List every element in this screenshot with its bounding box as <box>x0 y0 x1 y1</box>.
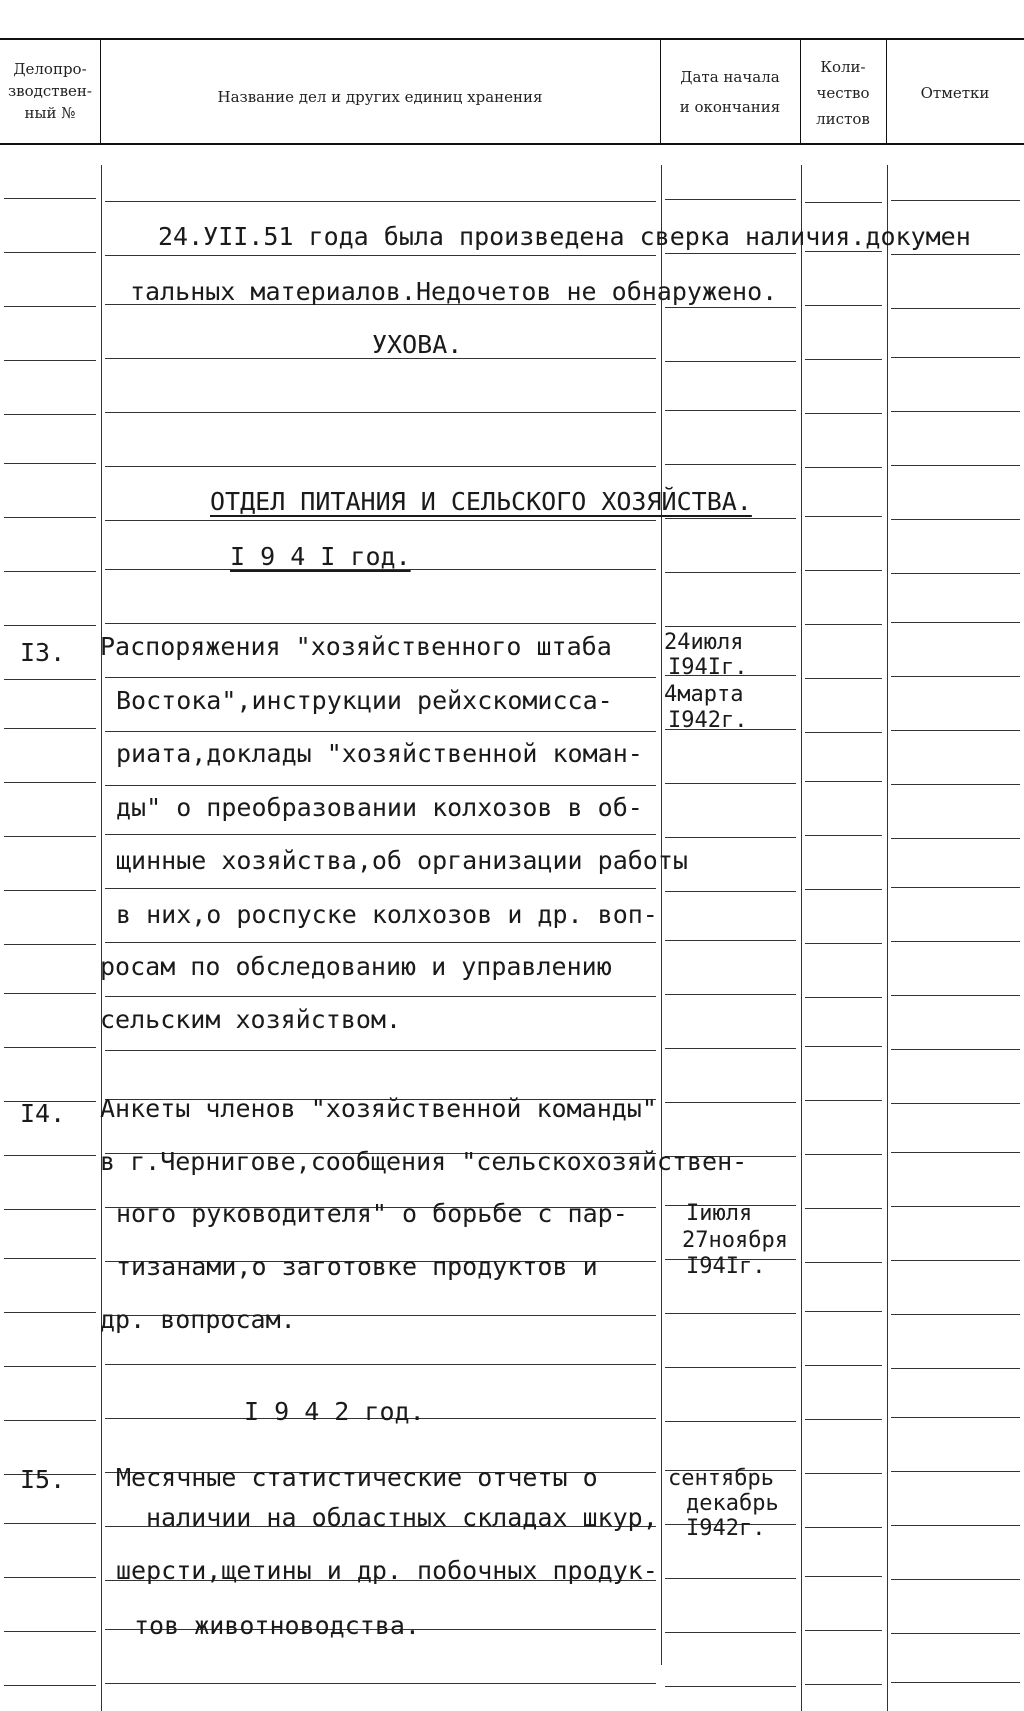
ruled-line <box>891 676 1020 677</box>
entry-line: тов животноводства. <box>134 1611 420 1640</box>
header-dates-line: и окончания <box>679 98 781 116</box>
ruled-line <box>665 891 796 892</box>
ruled-line <box>891 519 1020 520</box>
ruled-line <box>805 1208 882 1209</box>
ruled-line <box>891 465 1020 466</box>
ruled-line <box>4 1366 96 1367</box>
ruled-line <box>4 252 96 253</box>
ruled-line <box>4 890 96 891</box>
ruled-line <box>105 466 656 467</box>
ruled-line <box>805 624 882 625</box>
ruled-line <box>4 728 96 729</box>
entry-number: I4. <box>20 1099 66 1128</box>
ruled-line <box>4 1312 96 1313</box>
ruled-line <box>105 834 656 835</box>
ruled-line <box>4 463 96 464</box>
date-line: Iиюля <box>686 1201 753 1226</box>
ruled-line <box>805 781 882 782</box>
ruled-line <box>891 1579 1020 1580</box>
ruled-line <box>805 1684 882 1685</box>
ruled-line <box>665 783 796 784</box>
ruled-line <box>4 679 96 680</box>
ruled-line <box>665 1102 796 1103</box>
ruled-line <box>665 1421 796 1422</box>
ruled-line <box>4 414 96 415</box>
entry-line: Востока",инструкции рейхскомисса- <box>116 686 613 715</box>
ruled-line <box>805 732 882 733</box>
ruled-line <box>805 943 882 944</box>
ruled-line <box>105 1683 656 1684</box>
ruled-line <box>891 308 1020 309</box>
ruled-line <box>105 677 656 678</box>
entry-line: росам по обследованию и управлению <box>100 952 612 981</box>
ruled-line <box>665 253 796 254</box>
entry-line: ного руководителя" о борьбе с пар- <box>116 1199 628 1228</box>
ruled-line <box>891 254 1020 255</box>
ruled-line <box>105 731 656 732</box>
ruled-line <box>105 1050 656 1051</box>
ruled-line <box>805 1154 882 1155</box>
entry-line: в них,о роспуске колхозов и др. воп- <box>116 900 658 929</box>
ruled-line <box>665 1367 796 1368</box>
section-title: ОТДЕЛ ПИТАНИЯ И СЕЛЬСКОГО ХОЗЯЙСТВА. <box>210 487 752 516</box>
ruled-line <box>105 623 656 624</box>
column-divider <box>661 165 662 1665</box>
ruled-line <box>805 889 882 890</box>
ruled-line <box>665 1313 796 1314</box>
ruled-line <box>4 1047 96 1048</box>
ruled-line <box>891 1206 1020 1207</box>
ruled-line <box>805 1046 882 1047</box>
entry-line: в г.Чернигове,сообщения "сельскохозяйствен- <box>100 1147 748 1176</box>
ruled-line <box>891 1471 1020 1472</box>
ruled-line <box>805 202 882 203</box>
ruled-line <box>805 1630 882 1631</box>
header-sheets-line: чество <box>816 84 870 102</box>
ruled-line <box>4 1577 96 1578</box>
ruled-line <box>805 1527 882 1528</box>
ruled-line <box>891 941 1020 942</box>
ruled-line <box>805 1262 882 1263</box>
ruled-line <box>105 888 656 889</box>
ruled-line <box>105 785 656 786</box>
ruled-line <box>4 1209 96 1210</box>
header-dates-column <box>660 66 800 118</box>
entry-number: I5. <box>20 1465 66 1494</box>
ruled-line <box>4 625 96 626</box>
ruled-line <box>805 1419 882 1420</box>
header-sheets-column <box>800 56 886 130</box>
verification-note-line: тальных материалов.Недочетов не обнаружено. <box>130 277 778 306</box>
header-bottom-border <box>0 143 1024 145</box>
entry-line: Месячные статистические отчеты о <box>116 1463 598 1492</box>
ruled-line <box>805 305 882 306</box>
header-number-line: ный № <box>24 104 76 122</box>
ruled-line <box>805 1365 882 1366</box>
ruled-line <box>805 413 882 414</box>
ruled-line <box>665 464 796 465</box>
ruled-line <box>805 835 882 836</box>
column-divider <box>801 165 802 1711</box>
header-notes-column: Отметки <box>920 84 990 102</box>
ruled-line <box>4 1685 96 1686</box>
ruled-line <box>4 1631 96 1632</box>
ruled-line <box>665 994 796 995</box>
entry-line: Анкеты членов "хозяйственной команды" <box>100 1094 657 1123</box>
entry-line: риата,доклады "хозяйственной коман- <box>116 739 643 768</box>
ruled-line <box>891 784 1020 785</box>
ruled-line <box>105 412 656 413</box>
verification-note-line: 24.УII.51 года была произведена сверка наличия.докумен <box>158 222 971 251</box>
header-sheets-line: листов <box>816 110 870 128</box>
ruled-line <box>805 1311 882 1312</box>
ruled-line <box>891 838 1020 839</box>
ruled-line <box>891 1103 1020 1104</box>
ruled-line <box>105 520 656 521</box>
ruled-line <box>805 467 882 468</box>
entry-line: щинные хозяйства,об организации работы <box>116 846 688 875</box>
date-line: I942г. <box>668 708 748 733</box>
date-line: I94Iг. <box>668 655 748 680</box>
header-number-column <box>0 58 100 124</box>
ruled-line <box>4 1258 96 1259</box>
ruled-line <box>4 993 96 994</box>
ruled-line <box>665 626 796 627</box>
ruled-line <box>105 255 656 256</box>
header-dates-line: Дата начала <box>680 68 780 86</box>
ruled-line <box>891 200 1020 201</box>
ruled-line <box>665 307 796 308</box>
ruled-line <box>665 410 796 411</box>
ruled-line <box>4 782 96 783</box>
date-line: I94Iг. <box>686 1254 766 1279</box>
header-top-border <box>0 38 1024 40</box>
date-line: 4марта <box>664 682 744 707</box>
ruled-line <box>4 306 96 307</box>
ruled-line <box>891 995 1020 996</box>
ruled-line <box>665 361 796 362</box>
ruled-line <box>891 1049 1020 1050</box>
column-divider <box>101 165 102 1711</box>
date-line: декабрь <box>686 1491 779 1516</box>
ruled-line <box>4 571 96 572</box>
ruled-line <box>665 1632 796 1633</box>
entry-line: шерсти,щетины и др. побочных продук- <box>116 1556 658 1585</box>
ruled-line <box>4 836 96 837</box>
ruled-line <box>665 837 796 838</box>
date-line: сентябрь <box>668 1466 774 1491</box>
ruled-line <box>4 1155 96 1156</box>
ruled-line <box>805 516 882 517</box>
year-heading: I 9 4 I год. <box>230 542 411 571</box>
header-title-column: Название дел и других единиц хранения <box>217 88 543 106</box>
ruled-line <box>891 887 1020 888</box>
ruled-line <box>805 997 882 998</box>
header-number-line: зводствен- <box>8 82 92 100</box>
year-heading: I 9 4 2 год. <box>244 1397 425 1426</box>
ruled-line <box>4 1523 96 1524</box>
entry-line: ды" о преобразовании колхозов в об- <box>116 793 643 822</box>
ruled-line <box>891 573 1020 574</box>
ruled-line <box>4 1420 96 1421</box>
ruled-line <box>105 996 656 997</box>
ruled-line <box>4 198 96 199</box>
entry-line: Распоряжения "хозяйственного штаба <box>100 632 612 661</box>
date-line: I942г. <box>686 1516 766 1541</box>
entry-number: I3. <box>20 638 66 667</box>
date-line: 27ноября <box>682 1228 788 1253</box>
ruled-line <box>665 572 796 573</box>
ruled-line <box>891 622 1020 623</box>
ruled-line <box>4 944 96 945</box>
ruled-line <box>891 1152 1020 1153</box>
ruled-line <box>665 199 796 200</box>
ruled-line <box>805 1473 882 1474</box>
ruled-line <box>805 678 882 679</box>
ruled-line <box>665 1686 796 1687</box>
ruled-line <box>891 357 1020 358</box>
ruled-line <box>665 1578 796 1579</box>
ruled-line <box>665 1048 796 1049</box>
ruled-line <box>891 1368 1020 1369</box>
ruled-line <box>891 1525 1020 1526</box>
ruled-line <box>805 570 882 571</box>
ruled-line <box>891 1260 1020 1261</box>
entry-line: наличии на областных складах шкур, <box>146 1503 658 1532</box>
entry-line: сельским хозяйством. <box>100 1005 402 1034</box>
column-divider <box>887 165 888 1711</box>
ruled-line <box>891 411 1020 412</box>
ruled-line <box>805 359 882 360</box>
ruled-line <box>105 201 656 202</box>
ruled-line <box>105 1364 656 1365</box>
ruled-line <box>105 942 656 943</box>
entry-line: др. вопросам. <box>100 1305 296 1334</box>
header-number-line: Делопро- <box>13 60 87 78</box>
signature: УХОВА. <box>372 330 463 359</box>
ruled-line <box>4 517 96 518</box>
ruled-line <box>805 1100 882 1101</box>
ruled-line <box>891 1682 1020 1683</box>
ruled-line <box>891 1633 1020 1634</box>
entry-line: тизанами,о заготовке продуктов и <box>116 1252 598 1281</box>
ruled-line <box>665 940 796 941</box>
header-sheets-line: Коли- <box>820 58 866 76</box>
ruled-line <box>805 1576 882 1577</box>
ruled-line <box>665 518 796 519</box>
ruled-line <box>891 1417 1020 1418</box>
ruled-line <box>891 730 1020 731</box>
ruled-line <box>4 360 96 361</box>
ruled-line <box>891 1314 1020 1315</box>
date-line: 24июля <box>664 630 744 655</box>
